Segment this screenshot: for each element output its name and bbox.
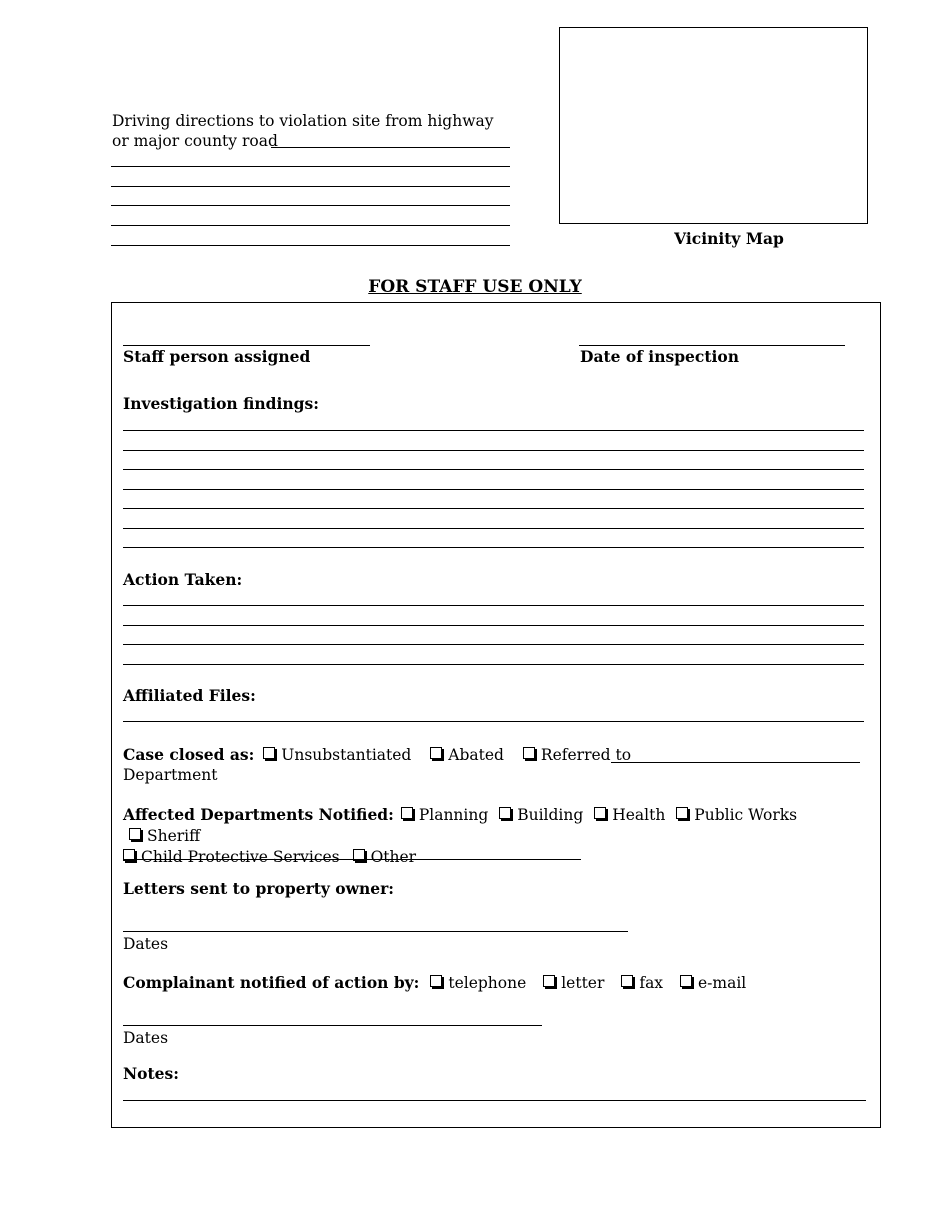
dept-option-public-works[interactable]: Public Works <box>676 806 797 824</box>
staff-use-title-text: FOR STAFF USE ONLY <box>368 277 582 297</box>
directions-line-2: or major county road <box>112 132 278 150</box>
dept-option-sheriff[interactable]: Sheriff <box>129 827 200 845</box>
referred-to-line[interactable] <box>611 762 860 763</box>
directions-input-line-5[interactable] <box>111 225 510 226</box>
dept-option-other[interactable]: Other <box>353 848 417 866</box>
directions-line-2-row <box>112 131 512 151</box>
vicinity-map-label: Vicinity Map <box>674 229 784 248</box>
letters-dates-label: Dates <box>123 935 169 953</box>
checkbox-icon[interactable] <box>401 807 413 819</box>
complainant-dates-line[interactable] <box>123 1025 542 1026</box>
letters-dates-line[interactable] <box>123 931 628 932</box>
findings-line-6[interactable] <box>123 528 864 529</box>
case-closed-option-abated[interactable]: Abated <box>430 746 504 764</box>
case-closed-option-referred[interactable]: Referred to <box>523 746 631 764</box>
dept-option-building[interactable]: Building <box>499 806 583 824</box>
notes-label: Notes: <box>123 1064 179 1083</box>
staff-person-label: Staff person assigned <box>123 347 311 366</box>
directions-input-line-2[interactable] <box>111 166 510 167</box>
dept-option-health[interactable]: Health <box>594 806 665 824</box>
findings-line-7[interactable] <box>123 547 864 548</box>
driving-directions <box>112 111 512 151</box>
checkbox-icon[interactable] <box>499 807 511 819</box>
notify-option-letter[interactable]: letter <box>543 974 604 992</box>
checkbox-icon[interactable] <box>594 807 606 819</box>
action-line-3[interactable] <box>123 644 864 645</box>
checkbox-icon[interactable] <box>523 747 535 759</box>
complainant-notified-row <box>123 973 863 993</box>
findings-line-5[interactable] <box>123 508 864 509</box>
affected-departments-label: Affected Departments Notified: <box>123 805 394 824</box>
checkbox-icon[interactable] <box>621 975 633 987</box>
other-department-line[interactable] <box>123 859 581 860</box>
checkbox-icon[interactable] <box>263 747 275 759</box>
staff-use-title <box>0 277 950 297</box>
directions-input-line-6[interactable] <box>111 245 510 246</box>
dept-option-planning[interactable]: Planning <box>401 806 488 824</box>
action-line-1[interactable] <box>123 605 864 606</box>
notify-option-email[interactable]: e-mail <box>680 974 746 992</box>
affiliated-files-line[interactable] <box>123 721 864 722</box>
directions-line-1: Driving directions to violation site from highway <box>112 112 494 130</box>
case-closed-option-unsubstantiated[interactable]: Unsubstantiated <box>263 746 411 764</box>
action-line-4[interactable] <box>123 664 864 665</box>
date-of-inspection-line[interactable] <box>579 345 845 346</box>
directions-input-line-4[interactable] <box>111 205 510 206</box>
vicinity-map-box[interactable] <box>559 27 868 224</box>
checkbox-icon[interactable] <box>676 807 688 819</box>
checkbox-icon[interactable] <box>129 828 141 840</box>
notify-option-fax[interactable]: fax <box>621 974 663 992</box>
letters-sent-label: Letters sent to property owner: <box>123 879 395 898</box>
dept-option-child-protective[interactable]: Child Protective Services <box>123 848 340 866</box>
checkbox-icon[interactable] <box>430 975 442 987</box>
findings-line-1[interactable] <box>123 430 864 431</box>
checkbox-icon[interactable] <box>430 747 442 759</box>
findings-line-3[interactable] <box>123 469 864 470</box>
action-taken-label: Action Taken: <box>123 570 243 589</box>
notify-option-telephone[interactable]: telephone <box>430 974 526 992</box>
directions-input-line-3[interactable] <box>111 186 510 187</box>
department-text: Department <box>123 766 218 784</box>
notes-line[interactable] <box>123 1100 866 1101</box>
affiliated-files-label: Affiliated Files: <box>123 686 256 705</box>
complainant-notified-label: Complainant notified of action by: <box>123 973 420 992</box>
findings-line-2[interactable] <box>123 450 864 451</box>
staff-use-box <box>111 302 881 1128</box>
findings-line-4[interactable] <box>123 489 864 490</box>
investigation-findings-label: Investigation findings: <box>123 394 319 413</box>
date-of-inspection-label: Date of inspection <box>580 347 739 366</box>
checkbox-icon[interactable] <box>680 975 692 987</box>
case-closed-label: Case closed as: <box>123 745 255 764</box>
complainant-dates-label: Dates <box>123 1029 169 1047</box>
action-line-2[interactable] <box>123 625 864 626</box>
staff-person-line[interactable] <box>123 345 370 346</box>
checkbox-icon[interactable] <box>543 975 555 987</box>
directions-input-line-1[interactable] <box>271 147 510 148</box>
